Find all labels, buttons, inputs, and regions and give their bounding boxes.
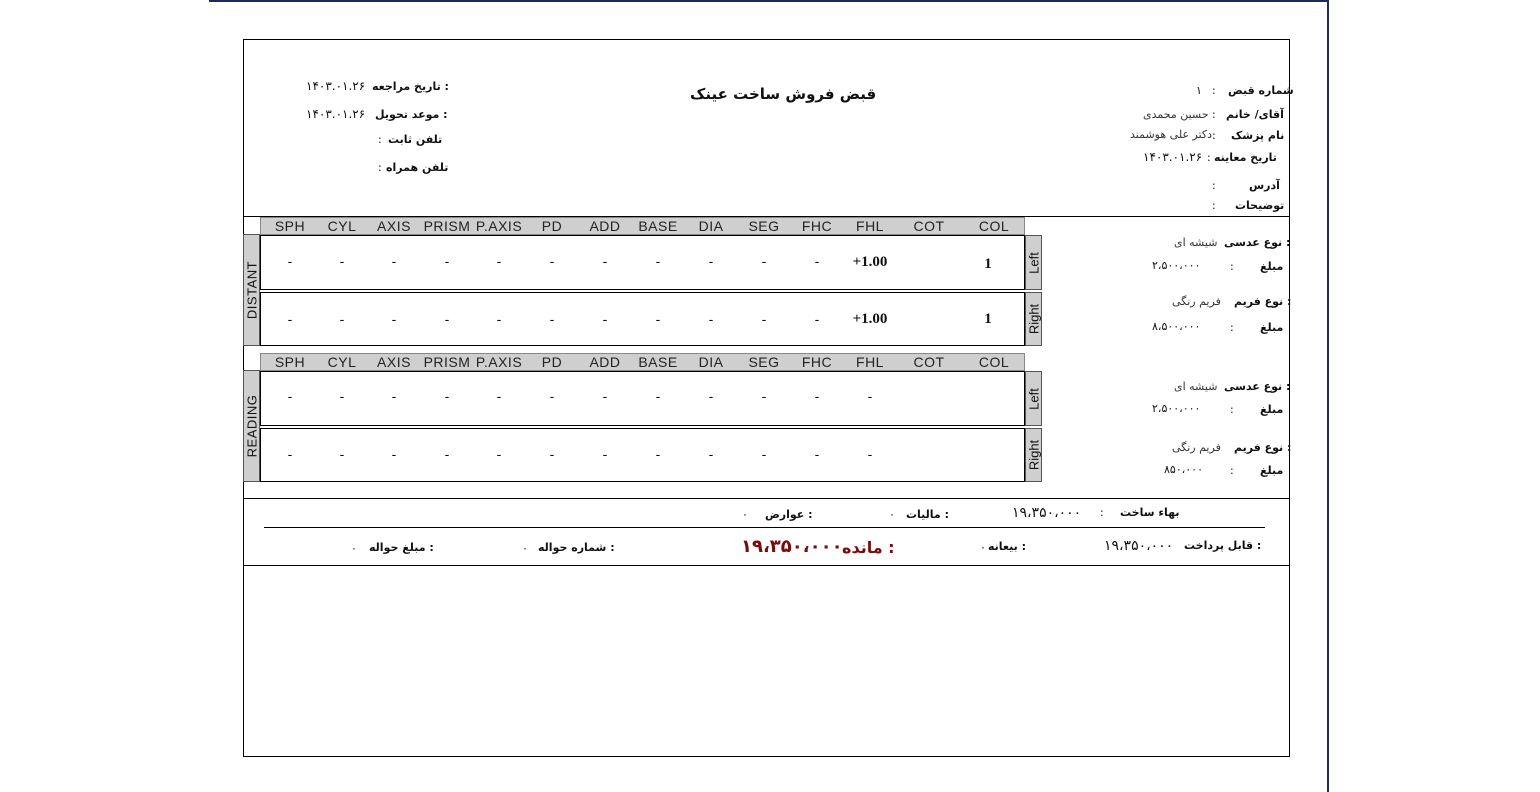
distant-left-fhl: +1.00 bbox=[852, 254, 888, 270]
notes-sep: : bbox=[1212, 199, 1216, 212]
distant-frame-type: فریم رنگی bbox=[1172, 295, 1221, 308]
doctor-value: دکتر علی هوشمند bbox=[1130, 128, 1213, 141]
receipt-title: قبض فروش ساخت عینک bbox=[690, 85, 877, 103]
distant-lens-label: نوع عدسی : bbox=[1224, 236, 1291, 249]
reading-left-cell-cyl: - bbox=[339, 390, 345, 405]
mobile-sep: : bbox=[378, 161, 382, 174]
address-sep: : bbox=[1212, 179, 1216, 192]
exam-date-value: ۱۴۰۳.۰۱.۲۶ bbox=[1143, 150, 1203, 164]
distant-right-tag-text: Right bbox=[1026, 303, 1041, 335]
distant-left-cell-add: - bbox=[602, 255, 608, 270]
reading-lens-amount: ۲،۵۰۰،۰۰۰ bbox=[1152, 402, 1201, 415]
notes-label: توضیحات bbox=[1235, 199, 1285, 212]
reading-left-tag-text: Left bbox=[1026, 387, 1041, 410]
customer-label: آقای/ خانم bbox=[1226, 108, 1284, 121]
distant-lens-amount-sep: : bbox=[1230, 260, 1234, 273]
tax-value: ۰ bbox=[889, 508, 895, 521]
distant-col-fhl: FHL bbox=[856, 218, 884, 234]
make-price-sep: : bbox=[1100, 506, 1104, 519]
reading-right-cell-base: - bbox=[655, 448, 661, 463]
reading-col-add: ADD bbox=[589, 354, 621, 370]
deposit-value: ۰ bbox=[980, 541, 986, 554]
distant-col-p-axis: P.AXIS bbox=[475, 218, 523, 234]
reading-col-base: BASE bbox=[638, 354, 678, 370]
distant-right-cell-seg: - bbox=[761, 313, 767, 328]
receipt-no-value: ۱ bbox=[1196, 84, 1202, 97]
reading-left-cell-add: - bbox=[602, 390, 608, 405]
distant-lens-amount: ۲،۵۰۰،۰۰۰ bbox=[1152, 259, 1201, 272]
distant-col-col: COL bbox=[978, 218, 1010, 234]
reading-col-fhl: FHL bbox=[856, 354, 884, 370]
distant-col-fhc: FHC bbox=[801, 218, 833, 234]
reading-column-header bbox=[260, 353, 1025, 371]
reading-frame-amount-label: مبلغ bbox=[1260, 464, 1284, 477]
distant-left-tag-text: Left bbox=[1026, 251, 1041, 274]
distant-right-cell-dia: - bbox=[708, 313, 714, 328]
payable-label: قابل پرداخت : bbox=[1184, 539, 1262, 552]
reading-lens-amount-sep: : bbox=[1230, 403, 1234, 416]
reading-col-pd: PD bbox=[541, 354, 563, 370]
receipt-no-sep: : bbox=[1212, 84, 1216, 97]
totals-mid-divider bbox=[264, 527, 1265, 528]
distant-lens-amount-label: مبلغ bbox=[1260, 260, 1284, 273]
reading-right-row bbox=[260, 428, 1025, 482]
reading-right-cell-sph: - bbox=[287, 448, 293, 463]
reading-right-cell-fhl: - bbox=[867, 448, 873, 463]
reading-col-cyl: CYL bbox=[327, 354, 357, 370]
receipt-no-label: شماره قبض bbox=[1228, 84, 1294, 97]
distant-right-cell-pd: - bbox=[549, 313, 555, 328]
delivery-date-value: ۱۴۰۳.۰۱.۲۶ bbox=[306, 107, 366, 121]
reading-frame-amount: ۸۵۰،۰۰۰ bbox=[1164, 463, 1203, 476]
distant-col-sph: SPH bbox=[274, 218, 306, 234]
transfer-no-value: ۰ bbox=[522, 542, 528, 555]
distant-col-axis: AXIS bbox=[377, 218, 411, 234]
reading-col-cot: COT bbox=[913, 354, 945, 370]
reading-col-prism: PRISM bbox=[423, 354, 471, 370]
make-price-label: بهاء ساخت bbox=[1120, 506, 1180, 519]
reading-right-cell-axis: - bbox=[391, 448, 397, 463]
distant-right-row bbox=[260, 292, 1025, 346]
reading-col-seg: SEG bbox=[748, 354, 780, 370]
reading-left-row bbox=[260, 371, 1025, 426]
totals-top-divider bbox=[243, 498, 1290, 499]
reading-right-cell-seg: - bbox=[761, 448, 767, 463]
reading-col-col: COL bbox=[978, 354, 1010, 370]
distant-label-text: DISTANT bbox=[244, 260, 259, 320]
deposit-label: بیعانه : bbox=[988, 540, 1026, 553]
distant-left-cell-prism: - bbox=[444, 255, 450, 270]
distant-right-tag bbox=[1025, 292, 1042, 346]
distant-right-cell-axis: - bbox=[391, 313, 397, 328]
reading-left-cell-fhl: - bbox=[867, 390, 873, 405]
distant-col-cot: COT bbox=[913, 218, 945, 234]
reading-lens-amount-label: مبلغ bbox=[1260, 403, 1284, 416]
doctor-label: نام پزشک bbox=[1231, 129, 1285, 142]
reading-right-tag bbox=[1025, 428, 1042, 482]
phone-sep: : bbox=[378, 133, 382, 146]
payable-value: ۱۹،۳۵۰،۰۰۰ bbox=[1104, 538, 1174, 554]
distant-left-cell-cyl: - bbox=[339, 255, 345, 270]
distant-left-cell-dia: - bbox=[708, 255, 714, 270]
distant-right-col: 1 bbox=[984, 311, 992, 327]
distant-side-label bbox=[243, 234, 260, 346]
distant-col-prism: PRISM bbox=[423, 218, 471, 234]
transfer-no-label: شماره حواله : bbox=[538, 541, 615, 554]
reading-left-cell-sph: - bbox=[287, 390, 293, 405]
totals-bottom-divider bbox=[243, 565, 1290, 566]
remaining-value: ۱۹،۳۵۰،۰۰۰ bbox=[741, 536, 843, 557]
tax-label: مالیات : bbox=[906, 508, 949, 521]
distant-left-col: 1 bbox=[984, 256, 992, 272]
delivery-date-label: موعد تحویل : bbox=[375, 108, 448, 121]
reading-left-cell-axis: - bbox=[391, 390, 397, 405]
distant-col-pd: PD bbox=[541, 218, 563, 234]
reading-left-cell-p-axis: - bbox=[496, 390, 502, 405]
distant-col-dia: DIA bbox=[698, 218, 724, 234]
reading-col-fhc: FHC bbox=[801, 354, 833, 370]
duties-label: عوارض : bbox=[765, 508, 813, 521]
right-border-line bbox=[1327, 0, 1329, 792]
reading-right-cell-p-axis: - bbox=[496, 448, 502, 463]
distant-right-cell-fhc: - bbox=[814, 313, 820, 328]
distant-col-base: BASE bbox=[638, 218, 678, 234]
distant-column-header bbox=[260, 217, 1025, 235]
distant-right-cell-cyl: - bbox=[339, 313, 345, 328]
distant-left-cell-seg: - bbox=[761, 255, 767, 270]
doctor-sep: : bbox=[1212, 129, 1216, 142]
reading-frame-amount-sep: : bbox=[1230, 464, 1234, 477]
reading-col-axis: AXIS bbox=[377, 354, 411, 370]
distant-left-cell-p-axis: - bbox=[496, 255, 502, 270]
distant-right-cell-base: - bbox=[655, 313, 661, 328]
address-label: آدرس bbox=[1249, 179, 1280, 192]
reading-right-cell-dia: - bbox=[708, 448, 714, 463]
reading-left-cell-prism: - bbox=[444, 390, 450, 405]
reading-label-text: READING bbox=[244, 394, 259, 458]
exam-date-label: تاریخ معاینه bbox=[1214, 151, 1277, 164]
reading-col-dia: DIA bbox=[698, 354, 724, 370]
distant-left-row bbox=[260, 235, 1025, 290]
distant-right-cell-prism: - bbox=[444, 313, 450, 328]
reading-left-cell-pd: - bbox=[549, 390, 555, 405]
remaining-label: مانده : bbox=[842, 538, 895, 557]
top-border-line bbox=[209, 0, 1329, 2]
reading-left-cell-dia: - bbox=[708, 390, 714, 405]
reading-frame-type: فریم رنگی bbox=[1172, 441, 1221, 454]
distant-frame-amount-label: مبلغ bbox=[1260, 321, 1284, 334]
distant-left-cell-fhc: - bbox=[814, 255, 820, 270]
customer-sep: : bbox=[1212, 108, 1216, 121]
visit-date-value: ۱۴۰۳.۰۱.۲۶ bbox=[306, 79, 366, 93]
reading-right-tag-text: Right bbox=[1026, 439, 1041, 471]
customer-value: حسین محمدی bbox=[1143, 108, 1209, 121]
reading-right-cell-cyl: - bbox=[339, 448, 345, 463]
reading-col-sph: SPH bbox=[274, 354, 306, 370]
duties-value: ۰ bbox=[742, 508, 748, 521]
distant-frame-label: نوع فریم : bbox=[1234, 295, 1292, 308]
reading-right-cell-prism: - bbox=[444, 448, 450, 463]
mobile-label: تلفن همراه bbox=[386, 161, 449, 174]
distant-left-cell-pd: - bbox=[549, 255, 555, 270]
reading-lens-label: نوع عدسی : bbox=[1224, 380, 1291, 393]
visit-date-label: تاریخ مراجعه : bbox=[372, 80, 449, 93]
distant-left-tag bbox=[1025, 235, 1042, 290]
distant-left-cell-axis: - bbox=[391, 255, 397, 270]
distant-right-fhl: +1.00 bbox=[852, 311, 888, 327]
distant-frame-amount-sep: : bbox=[1230, 321, 1234, 334]
distant-col-cyl: CYL bbox=[327, 218, 357, 234]
reading-right-cell-fhc: - bbox=[814, 448, 820, 463]
reading-col-p-axis: P.AXIS bbox=[475, 354, 523, 370]
distant-right-cell-add: - bbox=[602, 313, 608, 328]
distant-lens-type: شیشه ای bbox=[1174, 236, 1218, 249]
reading-left-cell-seg: - bbox=[761, 390, 767, 405]
transfer-amount-value: ۰ bbox=[351, 542, 357, 555]
reading-left-cell-fhc: - bbox=[814, 390, 820, 405]
exam-date-sep: : bbox=[1207, 151, 1211, 164]
reading-side-label bbox=[243, 370, 260, 482]
reading-left-tag bbox=[1025, 371, 1042, 426]
reading-frame-label: نوع فریم : bbox=[1234, 441, 1292, 454]
reading-right-cell-pd: - bbox=[549, 448, 555, 463]
transfer-amount-label: مبلغ حواله : bbox=[369, 541, 434, 554]
distant-right-cell-p-axis: - bbox=[496, 313, 502, 328]
distant-col-seg: SEG bbox=[748, 218, 780, 234]
distant-left-cell-base: - bbox=[655, 255, 661, 270]
distant-left-cell-sph: - bbox=[287, 255, 293, 270]
make-price-value: ۱۹،۳۵۰،۰۰۰ bbox=[1012, 505, 1082, 521]
distant-col-add: ADD bbox=[589, 218, 621, 234]
reading-right-cell-add: - bbox=[602, 448, 608, 463]
phone-label: تلفن ثابت bbox=[388, 133, 443, 146]
distant-right-cell-sph: - bbox=[287, 313, 293, 328]
distant-frame-amount: ۸،۵۰۰،۰۰۰ bbox=[1152, 320, 1201, 333]
reading-lens-type: شیشه ای bbox=[1174, 380, 1218, 393]
reading-left-cell-base: - bbox=[655, 390, 661, 405]
